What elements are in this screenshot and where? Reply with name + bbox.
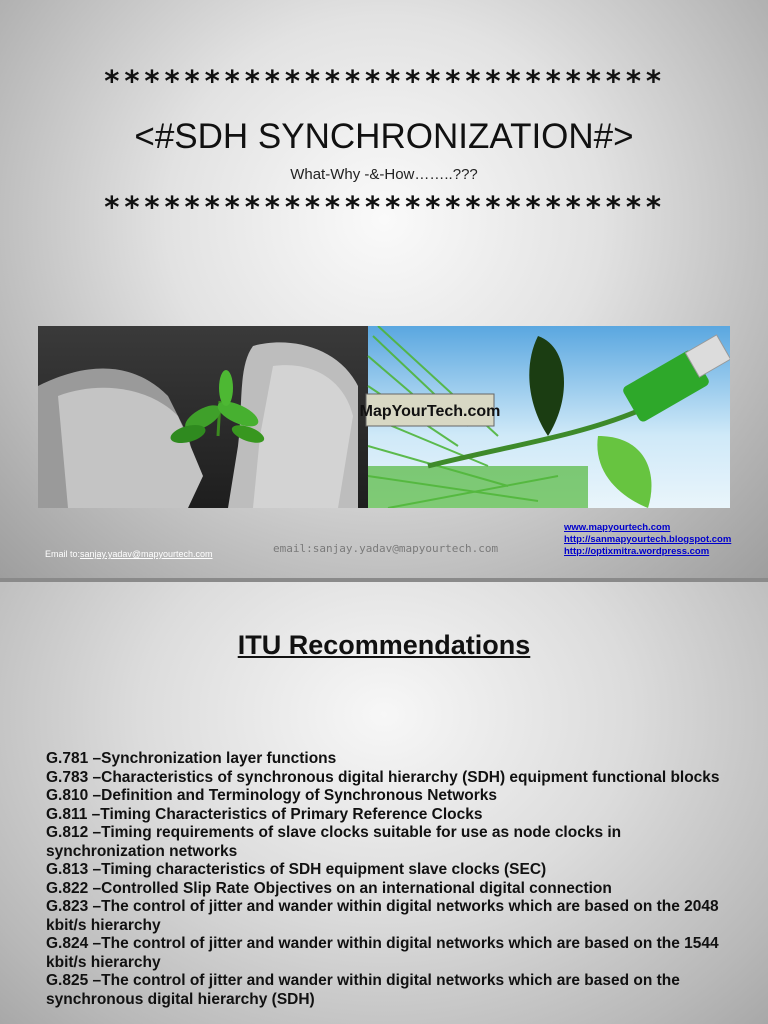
slide-subtitle: What-Why -&-How……..??? <box>290 166 478 183</box>
email-label: Email to: <box>45 549 81 559</box>
list-item: G.812 –Timing requirements of slave clocks suitable for use as node clocks in synchronization networks <box>46 824 622 860</box>
email-contact-center: email:sanjay.yadav@mapyourtech.com <box>273 542 499 555</box>
decorative-asterisks-top: **************************** <box>103 64 665 98</box>
list-item: G.822 –Controlled Slip Rate Objectives on an international digital connection <box>46 879 612 897</box>
list-item: G.825 –The control of jitter and wander within digital networks which are based on the synchronous digital hierarchy (SDH) <box>46 972 680 1008</box>
decorative-asterisks-bottom: **************************** <box>103 190 665 224</box>
list-item: G.810 –Definition and Terminology of Synchronous Networks <box>46 787 497 804</box>
recommendation-list <box>46 750 736 1009</box>
website-links <box>564 522 731 558</box>
list-item: G.781 –Synchronization layer functions <box>46 750 337 767</box>
link-mapyourtech[interactable]: www.mapyourtech.com <box>564 522 671 533</box>
slide-heading: ITU Recommendations <box>237 630 531 660</box>
link-blogspot[interactable]: http://sanmapyourtech.blogspot.com <box>564 534 732 545</box>
mapyourtech-logo <box>360 394 501 426</box>
banner-logo-text: MapYourTech.com <box>359 403 501 420</box>
email-link[interactable]: sanjay.yadav@mapyourtech.com <box>80 549 213 559</box>
banner-illustration <box>38 326 730 508</box>
list-item: G.783 –Characteristics of synchronous digital hierarchy (SDH) equipment functional blocks <box>46 768 720 786</box>
list-item: G.811 –Timing Characteristics of Primary Reference Clocks <box>46 805 483 823</box>
list-item: G.813 –Timing characteristics of SDH equipment slave clocks (SEC) <box>46 861 547 878</box>
list-item: G.824 –The control of jitter and wander within digital networks which are based on the 1544 kbit/s hierarchy <box>46 935 719 971</box>
link-wordpress[interactable]: http://optixmitra.wordpress.com <box>564 546 710 557</box>
slide-title: <#SDH SYNCHRONIZATION#> <box>134 117 634 156</box>
list-item: G.823 –The control of jitter and wander within digital networks which are based on the 2048 kbit/s hierarchy <box>46 898 719 934</box>
email-contact-small <box>45 549 213 559</box>
banner-image <box>38 326 730 508</box>
